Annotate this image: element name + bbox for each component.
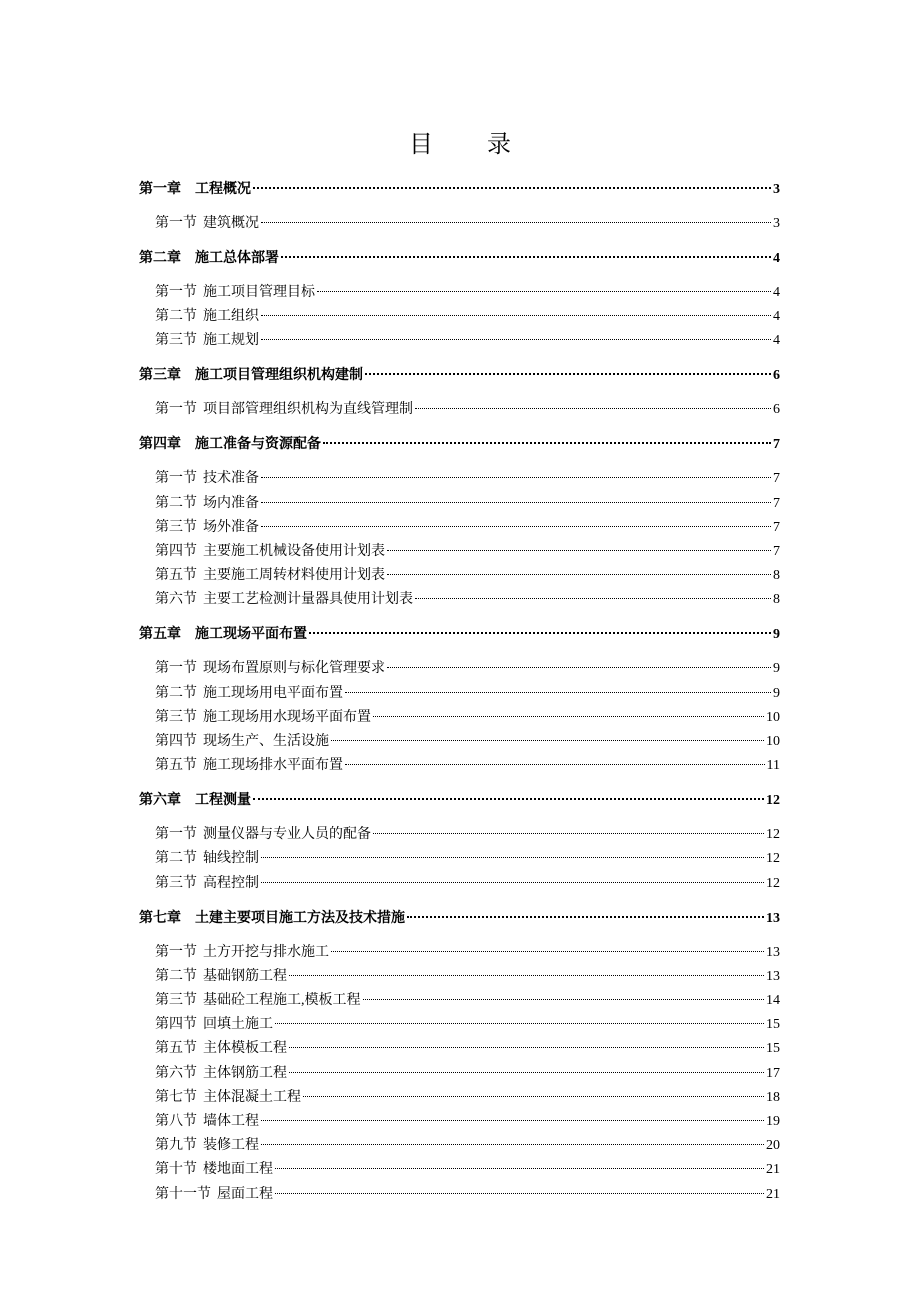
toc-entry-title: 主体混凝土工程 [203, 1090, 301, 1105]
toc-entry-number: 第一节 [155, 285, 197, 300]
page-title: 目 录 [409, 132, 535, 158]
toc-entry-number: 第五节 [155, 568, 197, 583]
toc-section-entry[interactable] [155, 283, 780, 303]
toc-entry-title: 现场布置原则与标化管理要求 [203, 661, 385, 676]
toc-section-entry[interactable] [155, 1015, 780, 1035]
toc-entry-number: 第二章 [139, 251, 181, 266]
toc-page-number: 13 [766, 969, 780, 984]
toc-page-number: 13 [766, 945, 780, 960]
toc-dot-leader [275, 1168, 764, 1169]
toc-entry-title: 场外准备 [203, 520, 259, 535]
toc-entry-number: 第六节 [155, 1066, 197, 1081]
toc-entry-title: 施工组织 [203, 309, 259, 324]
toc-entry-title: 主体模板工程 [203, 1041, 287, 1056]
toc-dot-leader [387, 574, 771, 575]
toc-entry-title: 回填土施工 [203, 1017, 273, 1032]
toc-page-number: 6 [773, 368, 780, 383]
toc-section-entry[interactable] [155, 659, 780, 679]
toc-section-entry[interactable] [155, 967, 780, 987]
toc-page-number: 4 [773, 285, 780, 300]
toc-dot-leader [289, 1072, 764, 1073]
toc-entry-number: 第一节 [155, 827, 197, 842]
toc-dot-leader [261, 477, 771, 478]
toc-entry-number: 第一节 [155, 471, 197, 486]
toc-dot-leader [275, 1193, 764, 1194]
toc-page-number: 21 [766, 1187, 780, 1202]
toc-dot-leader [309, 632, 771, 634]
toc-chapter-entry[interactable] [139, 249, 780, 269]
toc-page-number: 7 [773, 437, 780, 452]
toc-section-entry[interactable] [155, 825, 780, 845]
toc-entry-number: 第二节 [155, 496, 197, 511]
toc-entry-number: 第六章 [139, 793, 181, 808]
toc-entry-number: 第五章 [139, 627, 181, 642]
toc-chapter-entry[interactable] [139, 180, 780, 200]
toc-section-entry[interactable] [155, 518, 780, 538]
toc-section-entry[interactable] [155, 566, 780, 586]
toc-dot-leader [387, 667, 771, 668]
toc-entry-title: 土方开挖与排水施工 [203, 945, 329, 960]
toc-section-entry[interactable] [155, 874, 780, 894]
toc-page-number: 4 [773, 309, 780, 324]
toc-page-number: 17 [766, 1066, 780, 1081]
toc-entry-number: 第二节 [155, 686, 197, 701]
toc-entry-number: 第一节 [155, 216, 197, 231]
toc-entry-title: 轴线控制 [203, 851, 259, 866]
toc-page-number: 7 [773, 520, 780, 535]
toc-section-entry[interactable] [155, 469, 780, 489]
toc-section-entry[interactable] [155, 708, 780, 728]
toc-page-number: 20 [766, 1138, 780, 1153]
toc-entry-number: 第三章 [139, 368, 181, 383]
toc-page-number: 8 [773, 568, 780, 583]
toc-dot-leader [253, 798, 764, 800]
toc-dot-leader [415, 408, 771, 409]
toc-page-number: 15 [766, 1041, 780, 1056]
toc-entry-number: 第七节 [155, 1090, 197, 1105]
toc-dot-leader [387, 550, 771, 551]
toc-page-number: 9 [773, 627, 780, 642]
toc-entry-title: 主体钢筋工程 [203, 1066, 287, 1081]
toc-page-number: 3 [773, 182, 780, 197]
toc-dot-leader [407, 916, 764, 918]
toc-page-number: 6 [773, 402, 780, 417]
toc-page-number: 9 [773, 686, 780, 701]
toc-dot-leader [303, 1096, 764, 1097]
toc-page-number: 12 [766, 851, 780, 866]
toc-page-number: 10 [766, 734, 780, 749]
toc-section-entry[interactable] [155, 1088, 780, 1108]
toc-dot-leader [345, 764, 765, 765]
toc-section-entry[interactable] [155, 732, 780, 752]
toc-page-number: 3 [773, 216, 780, 231]
toc-page-number: 12 [766, 827, 780, 842]
toc-entry-title: 施工现场用水现场平面布置 [203, 710, 371, 725]
toc-entry-number: 第十一节 [155, 1187, 211, 1202]
toc-section-entry[interactable] [155, 331, 780, 351]
toc-dot-leader [373, 833, 764, 834]
toc-entry-title: 屋面工程 [217, 1187, 273, 1202]
toc-entry-title: 土建主要项目施工方法及技术措施 [195, 911, 405, 926]
toc-section-entry[interactable] [155, 400, 780, 420]
toc-section-entry[interactable] [155, 1112, 780, 1132]
toc-entry-number: 第一节 [155, 661, 197, 676]
toc-section-entry[interactable] [155, 494, 780, 514]
toc-entry-title: 高程控制 [203, 876, 259, 891]
toc-page-number: 4 [773, 333, 780, 348]
toc-page-number: 21 [766, 1162, 780, 1177]
toc-entry-number: 第九节 [155, 1138, 197, 1153]
toc-page-number: 14 [766, 993, 780, 1008]
toc-entry-title: 墙体工程 [203, 1114, 259, 1129]
toc-entry-title: 项目部管理组织机构为直线管理制 [203, 402, 413, 417]
toc-entry-number: 第四章 [139, 437, 181, 452]
toc-entry-title: 测量仪器与专业人员的配备 [203, 827, 371, 842]
toc-page-number: 15 [766, 1017, 780, 1032]
toc-entry-title: 技术准备 [203, 471, 259, 486]
toc-dot-leader [317, 291, 771, 292]
toc-entry-title: 主要施工周转材料使用计划表 [203, 568, 385, 583]
toc-dot-leader [261, 502, 771, 503]
toc-entry-number: 第二节 [155, 851, 197, 866]
toc-dot-leader [281, 256, 771, 258]
toc-dot-leader [253, 187, 771, 189]
toc-page-number: 4 [773, 251, 780, 266]
toc-chapter-entry[interactable] [139, 625, 780, 645]
toc-section-entry[interactable] [155, 1136, 780, 1156]
toc-section-entry[interactable] [155, 307, 780, 327]
toc-page-number: 13 [766, 911, 780, 926]
toc-dot-leader [345, 692, 771, 693]
toc-chapter-entry[interactable] [139, 435, 780, 455]
toc-dot-leader [415, 598, 771, 599]
toc-section-entry[interactable] [155, 542, 780, 562]
toc-entry-number: 第五节 [155, 758, 197, 773]
toc-section-entry[interactable] [155, 991, 780, 1011]
toc-entry-title: 装修工程 [203, 1138, 259, 1153]
toc-section-entry[interactable] [155, 214, 780, 234]
toc-dot-leader [289, 975, 764, 976]
toc-entry-title: 施工项目管理组织机构建制 [195, 368, 363, 383]
toc-dot-leader [261, 882, 764, 883]
toc-dot-leader [275, 1023, 764, 1024]
toc-page-number: 9 [773, 661, 780, 676]
toc-entry-number: 第四节 [155, 544, 197, 559]
toc-entry-title: 施工项目管理目标 [203, 285, 315, 300]
toc-entry-title: 施工总体部署 [195, 251, 279, 266]
toc-section-entry[interactable] [155, 756, 780, 776]
toc-dot-leader [261, 222, 771, 223]
toc-entry-title: 施工准备与资源配备 [195, 437, 321, 452]
toc-page-number: 19 [766, 1114, 780, 1129]
toc-entry-number: 第三节 [155, 876, 197, 891]
toc-dot-leader [373, 716, 764, 717]
toc-dot-leader [323, 442, 771, 444]
toc-entry-number: 第一节 [155, 402, 197, 417]
toc-entry-number: 第三节 [155, 993, 197, 1008]
toc-dot-leader [331, 740, 764, 741]
toc-page-number: 12 [766, 876, 780, 891]
toc-dot-leader [261, 1144, 764, 1145]
toc-entry-title: 现场生产、生活设施 [203, 734, 329, 749]
toc-entry-title: 工程测量 [195, 793, 251, 808]
toc-dot-leader [289, 1047, 764, 1048]
toc-entry-number: 第三节 [155, 520, 197, 535]
toc-section-entry[interactable] [155, 943, 780, 963]
toc-entry-number: 第一章 [139, 182, 181, 197]
toc-chapter-entry[interactable] [139, 909, 780, 929]
toc-entry-title: 基础钢筋工程 [203, 969, 287, 984]
toc-entry-number: 第二节 [155, 969, 197, 984]
toc-entry-title: 基础砼工程施工,模板工程 [203, 993, 361, 1008]
toc-entry-title: 施工现场平面布置 [195, 627, 307, 642]
toc-page-number: 11 [766, 758, 780, 773]
toc-page-number: 7 [773, 544, 780, 559]
toc-entry-number: 第五节 [155, 1041, 197, 1056]
toc-page-number: 12 [766, 793, 780, 808]
toc-section-entry[interactable] [155, 849, 780, 869]
toc-entry-title: 建筑概况 [203, 216, 259, 231]
toc-entry-title: 楼地面工程 [203, 1162, 273, 1177]
toc-entry-number: 第三节 [155, 710, 197, 725]
toc-entry-number: 第十节 [155, 1162, 197, 1177]
toc-entry-title: 主要施工机械设备使用计划表 [203, 544, 385, 559]
toc-entry-title: 场内准备 [203, 496, 259, 511]
toc-section-entry[interactable] [155, 1064, 780, 1084]
toc-dot-leader [365, 373, 771, 375]
toc-page-number: 8 [773, 592, 780, 607]
toc-page-number: 18 [766, 1090, 780, 1105]
toc-entry-number: 第四节 [155, 734, 197, 749]
toc-dot-leader [261, 1120, 764, 1121]
toc-entry-number: 第三节 [155, 333, 197, 348]
toc-chapter-entry[interactable] [139, 366, 780, 386]
toc-entry-number: 第八节 [155, 1114, 197, 1129]
toc-dot-leader [261, 339, 771, 340]
toc-dot-leader [261, 315, 771, 316]
toc-dot-leader [261, 857, 764, 858]
toc-dot-leader [363, 999, 765, 1000]
toc-dot-leader [331, 951, 764, 952]
toc-entry-number: 第七章 [139, 911, 181, 926]
toc-section-entry[interactable] [155, 590, 780, 610]
toc-page-number: 10 [766, 710, 780, 725]
toc-page-number: 7 [773, 471, 780, 486]
toc-entry-title: 施工现场用电平面布置 [203, 686, 343, 701]
toc-entry-title: 施工规划 [203, 333, 259, 348]
toc-entry-number: 第六节 [155, 592, 197, 607]
toc-chapter-entry[interactable] [139, 791, 780, 811]
toc-section-entry[interactable] [155, 1039, 780, 1059]
toc-dot-leader [261, 526, 771, 527]
toc-entry-title: 工程概况 [195, 182, 251, 197]
toc-section-entry[interactable] [155, 1160, 780, 1180]
toc-entry-number: 第四节 [155, 1017, 197, 1032]
toc-entry-number: 第一节 [155, 945, 197, 960]
toc-entry-title: 主要工艺检测计量器具使用计划表 [203, 592, 413, 607]
toc-page-number: 7 [773, 496, 780, 511]
toc-entry-title: 施工现场排水平面布置 [203, 758, 343, 773]
toc-entry-number: 第二节 [155, 309, 197, 324]
toc-section-entry[interactable] [155, 1185, 780, 1205]
toc-section-entry[interactable] [155, 684, 780, 704]
